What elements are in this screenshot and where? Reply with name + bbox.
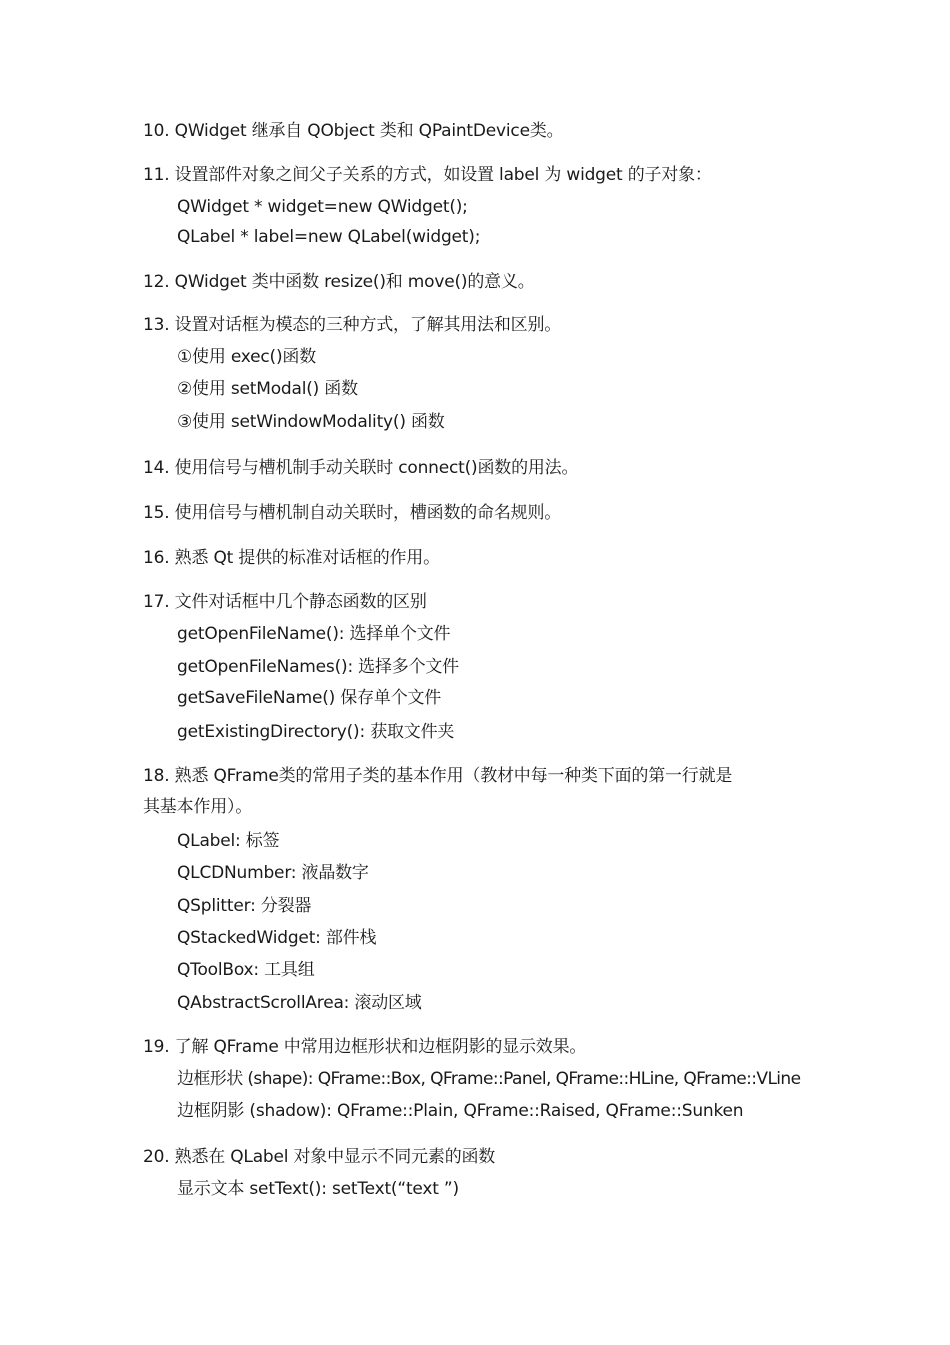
item-13-line-1: 13. 设置对话框为模态的三种方式，了解其用法和区别。	[143, 315, 562, 335]
item-11-line-3: QLabel * label=new QLabel(widget);	[177, 227, 481, 247]
item-15-line-1: 15. 使用信号与槽机制自动关联时，槽函数的命名规则。	[143, 503, 562, 523]
item-17-line-4: getSaveFileName() 保存单个文件	[177, 688, 442, 708]
item-10-line-1: 10. QWidget 继承自 QObject 类和 QPaintDevice类。	[143, 121, 564, 141]
item-18-line-5: QSplitter: 分裂器	[177, 896, 312, 916]
item-14-line-1: 14. 使用信号与槽机制手动关联时 connect()函数的用法。	[143, 458, 579, 478]
item-18-line-7: QToolBox: 工具组	[177, 960, 315, 980]
item-17-line-1: 17. 文件对话框中几个静态函数的区别	[143, 592, 427, 612]
item-18-line-8: QAbstractScrollArea: 滚动区域	[177, 993, 422, 1013]
item-11-line-2: QWidget * widget=new QWidget();	[177, 197, 468, 217]
item-19-line-3: 边框阴影 (shadow): QFrame::Plain, QFrame::Raised, QFrame::Sunken	[177, 1101, 744, 1121]
item-11-line-1: 11. 设置部件对象之间父子关系的方式，如设置 label 为 widget 的子对象：	[143, 165, 712, 185]
item-18-line-3: QLabel: 标签	[177, 831, 280, 851]
item-18-line-1: 18. 熟悉 QFrame类的常用子类的基本作用（教材中每一种类下面的第一行就是	[143, 766, 733, 786]
item-19-line-1: 19. 了解 QFrame 中常用边框形状和边框阴影的显示效果。	[143, 1037, 587, 1057]
item-17-line-2: getOpenFileName(): 选择单个文件	[177, 624, 451, 644]
item-19-line-2: 边框形状 (shape): QFrame::Box, QFrame::Panel, QFrame::HLine, QFrame::VLine	[177, 1069, 801, 1089]
item-17-line-3: getOpenFileNames(): 选择多个文件	[177, 657, 459, 677]
item-13-line-2: ①使用 exec()函数	[177, 347, 317, 367]
item-12-line-1: 12. QWidget 类中函数 resize()和 move()的意义。	[143, 272, 535, 292]
item-18-line-4: QLCDNumber: 液晶数字	[177, 863, 369, 883]
item-13-line-3: ②使用 setModal() 函数	[177, 379, 358, 399]
item-16-line-1: 16. 熟悉 Qt 提供的标准对话框的作用。	[143, 548, 440, 568]
item-18-line-2: 其基本作用）。	[143, 797, 253, 817]
item-18-line-6: QStackedWidget: 部件栈	[177, 928, 377, 948]
item-17-line-5: getExistingDirectory(): 获取文件夹	[177, 722, 455, 742]
item-13-line-4: ③使用 setWindowModality() 函数	[177, 412, 445, 432]
item-20-line-2: 显示文本 setText(): setText(“text ”)	[177, 1179, 459, 1199]
item-20-line-1: 20. 熟悉在 QLabel 对象中显示不同元素的函数	[143, 1147, 496, 1167]
